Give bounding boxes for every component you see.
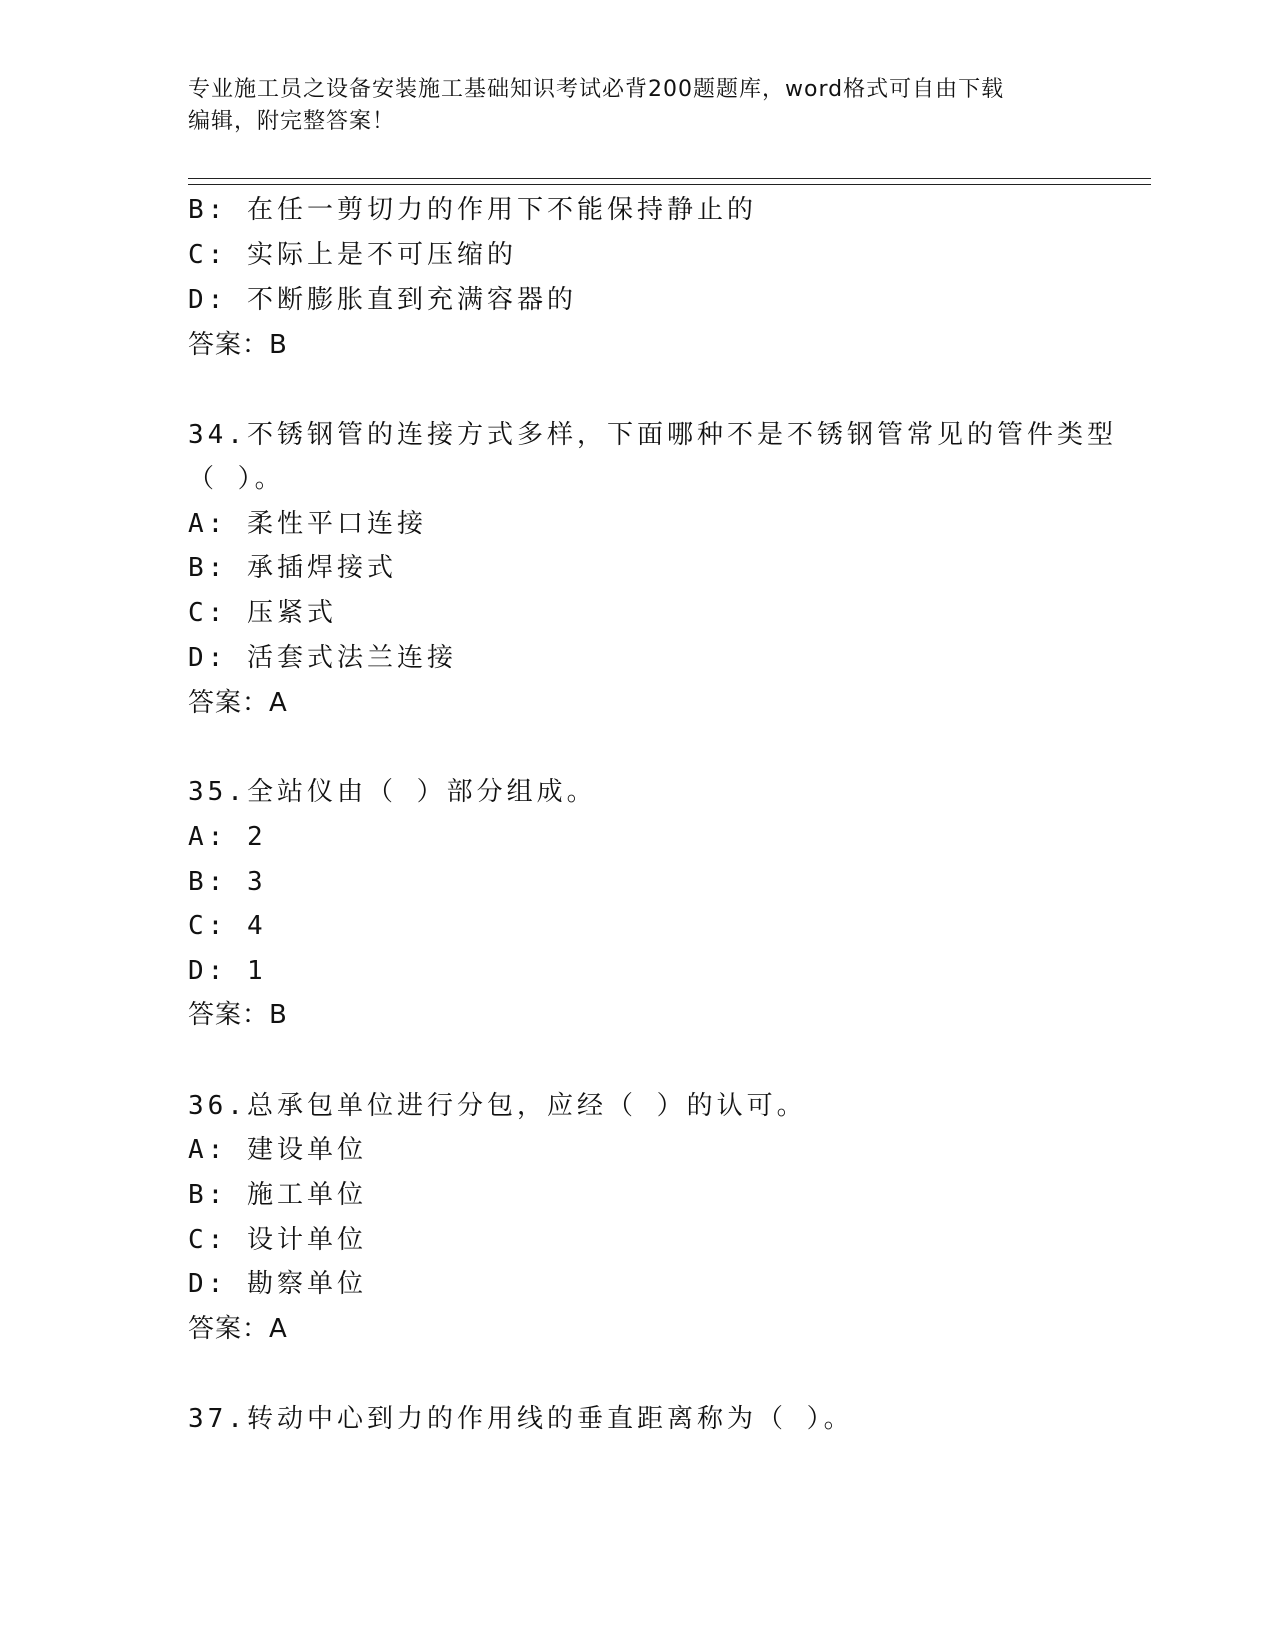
q33-option-b: B: 在任一剪切力的作用下不能保持静止的 [188,195,757,225]
q37-stem: 37.转动中心到力的作用线的垂直距离称为（ ）。 [188,1404,854,1434]
q34-option-d: D: 活套式法兰连接 [188,643,457,673]
q36-stem: 36.总承包单位进行分包，应经（ ）的认可。 [188,1091,807,1121]
q36-option-c: C: 设计单位 [188,1225,367,1255]
document-header [188,74,1088,138]
q34-answer: 答案：A [188,688,288,718]
q35-option-d: D: 1 [188,956,267,986]
q34-option-b: B: 承插焊接式 [188,553,397,583]
q33-option-c: C: 实际上是不可压缩的 [188,240,517,270]
q36-answer: 答案：A [188,1314,288,1344]
q36-option-b: B: 施工单位 [188,1180,367,1210]
q34-stem-line-1: 34.不锈钢管的连接方式多样，下面哪种不是不锈钢管常见的管件类型 [188,420,1117,450]
q35-answer: 答案：B [188,1000,288,1030]
q33-option-d: D: 不断膨胀直到充满容器的 [188,285,577,315]
q35-option-b: B: 3 [188,867,267,897]
q35-option-c: C: 4 [188,911,267,941]
q36-option-d: D: 勘察单位 [188,1269,367,1299]
q34-stem-line-2: （ ）。 [188,464,285,494]
header-divider-bottom [188,184,1151,185]
header-title-line-2: 编辑，附完整答案！ [188,109,396,134]
q34-option-c: C: 压紧式 [188,598,337,628]
q33-answer: 答案：B [188,330,288,360]
q34-option-a: A: 柔性平口连接 [188,509,427,539]
header-divider-top [188,178,1151,179]
header-title-line-1: 专业施工员之设备安装施工基础知识考试必背200题题库，word格式可自由下载 [188,77,1005,102]
q36-option-a: A: 建设单位 [188,1135,367,1165]
q35-option-a: A: 2 [188,822,267,852]
q35-stem: 35.全站仪由（ ）部分组成。 [188,777,597,807]
